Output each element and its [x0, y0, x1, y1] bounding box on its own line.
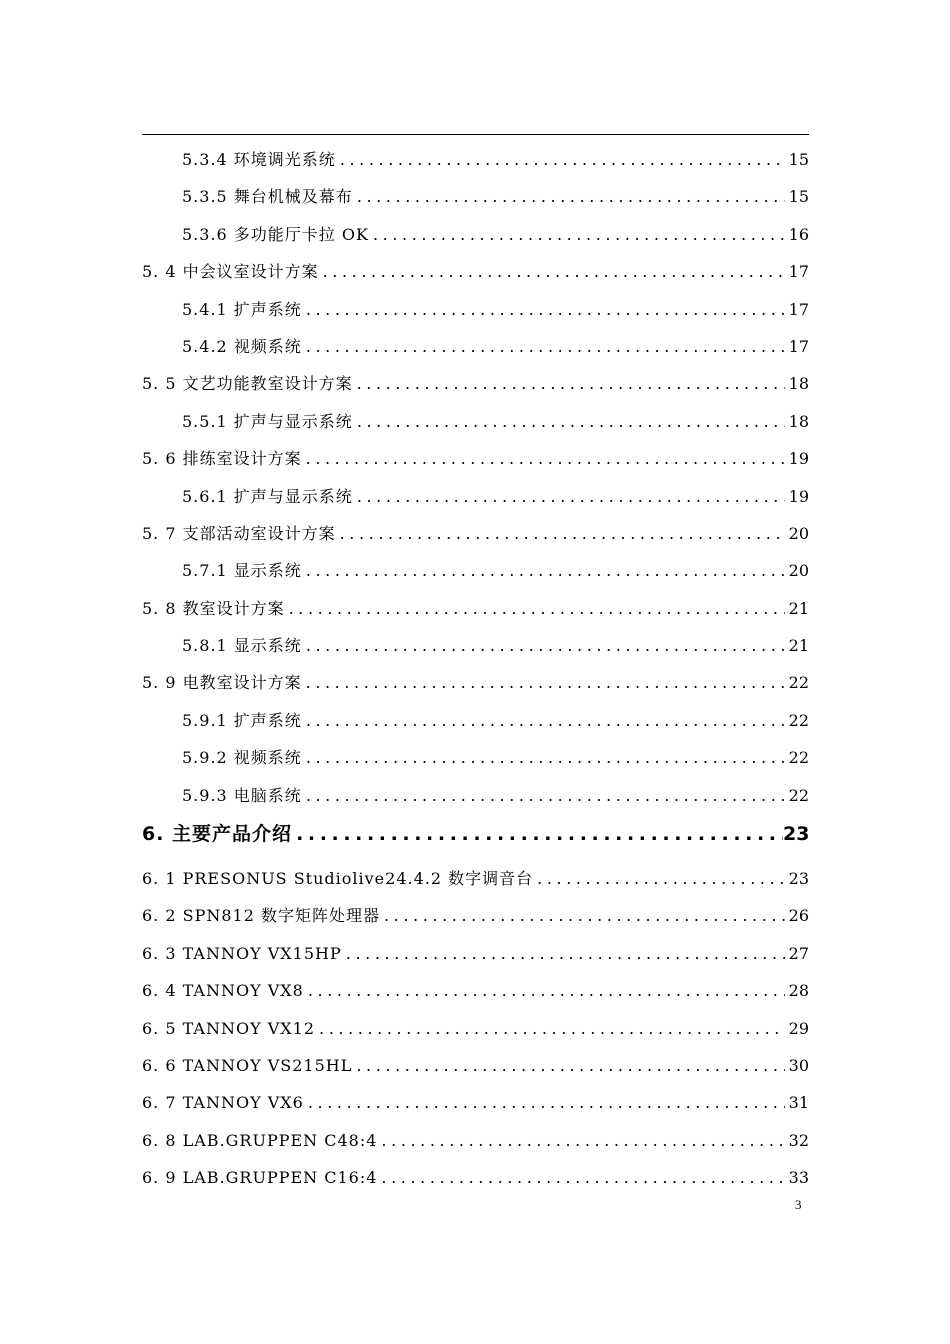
toc-entry-title: 5.3.4 环境调光系统: [182, 150, 336, 169]
toc-entry-page: 17: [788, 262, 809, 282]
toc-dot-leader: [342, 935, 785, 972]
toc-dot-leader: [302, 552, 785, 589]
toc-entry-page: 18: [788, 374, 809, 394]
toc-dot-leader: [302, 739, 785, 776]
toc-entry-title: 5. 4 中会议室设计方案: [142, 262, 319, 282]
toc-entry-title: 6. 2 SPN812 数字矩阵处理器: [142, 906, 380, 926]
toc-entry-title: 6. 5 TANNOY VX12: [142, 1018, 316, 1038]
toc-entry[interactable]: [142, 664, 809, 701]
toc-entry-title: 5.4.2 视频系统: [182, 336, 302, 356]
toc-dot-leader: [336, 515, 785, 552]
toc-entry-page: 16: [788, 224, 809, 244]
toc-dot-leader: [380, 897, 785, 934]
toc-dot-leader: [302, 664, 785, 701]
toc-dot-leader: [533, 860, 785, 897]
toc-entry[interactable]: [142, 365, 809, 402]
toc-entry[interactable]: [142, 860, 809, 897]
toc-dot-leader: [302, 440, 785, 477]
toc-entry-page: 21: [788, 636, 809, 656]
toc-entry[interactable]: [142, 627, 809, 664]
toc-entry-page: 22: [788, 673, 809, 693]
toc-entry-page: 31: [788, 1093, 809, 1113]
toc-entry-title: 6. 1 PRESONUS Studiolive24.4.2 数字调音台: [142, 869, 534, 889]
toc-entry-page: 30: [788, 1055, 809, 1075]
toc-entry[interactable]: [142, 1010, 809, 1047]
toc-entry-page: 23: [783, 823, 810, 846]
toc-dot-leader: [302, 777, 785, 814]
toc-dot-leader: [353, 478, 785, 515]
toc-entry-title: 6. 8 LAB.GRUPPEN C48:4: [142, 1130, 378, 1150]
toc-entry[interactable]: [142, 178, 809, 215]
toc-entry[interactable]: [142, 777, 809, 814]
toc-entry-page: 20: [788, 561, 809, 581]
toc-entry-title: 5.6.1 扩声与显示系统: [182, 486, 353, 506]
toc-entry-page: 17: [788, 299, 809, 319]
toc-entry-title: 5.3.6 多功能厅卡拉 OK: [182, 224, 369, 244]
toc-entry[interactable]: [142, 1047, 809, 1084]
toc-dot-leader: [304, 1084, 785, 1121]
toc-entry-page: 23: [788, 869, 809, 889]
toc-entry[interactable]: [142, 815, 809, 854]
toc-entry[interactable]: [142, 403, 809, 440]
toc-entry[interactable]: [142, 440, 809, 477]
toc-dot-leader: [353, 178, 785, 215]
toc-dot-leader: [292, 815, 783, 854]
toc-dot-leader: [302, 702, 785, 739]
toc-dot-leader: [319, 253, 785, 290]
toc-entry-page: 21: [788, 598, 809, 618]
toc-entry-title: 6. 4 TANNOY VX8: [142, 981, 304, 1001]
toc-entry-title: 5. 9 电教室设计方案: [142, 673, 302, 693]
toc-entry-title: 5. 7 支部活动室设计方案: [142, 523, 336, 543]
toc-entry[interactable]: [142, 291, 809, 328]
toc-dot-leader: [369, 216, 785, 253]
toc-entry[interactable]: [142, 590, 809, 627]
toc-entry-title: 5.4.1 扩声系统: [182, 299, 302, 319]
toc-entry-title: 5. 8 教室设计方案: [142, 598, 285, 618]
toc-dot-leader: [302, 328, 785, 365]
toc-entry-page: 15: [788, 187, 809, 207]
toc-entry-title: 6. 7 TANNOY VX6: [142, 1093, 304, 1113]
toc-entry[interactable]: [142, 1159, 809, 1196]
toc-entry-page: 18: [788, 411, 809, 431]
toc-entry-page: 20: [788, 523, 809, 543]
toc-entry[interactable]: [142, 935, 809, 972]
toc-entry[interactable]: [142, 216, 809, 253]
toc-entry-page: 29: [788, 1018, 809, 1038]
toc-entry[interactable]: [142, 1122, 809, 1159]
toc-dot-leader: [304, 972, 785, 1009]
toc-dot-leader: [353, 403, 785, 440]
toc-entry-title: 6. 6 TANNOY VS215HL: [142, 1055, 353, 1075]
toc-entry-title: 5.3.5 舞台机械及幕布: [182, 187, 353, 207]
toc-entry-page: 22: [788, 748, 809, 768]
toc-entry[interactable]: [142, 739, 809, 776]
toc-entry[interactable]: [142, 897, 809, 934]
toc-entry[interactable]: [142, 515, 809, 552]
toc-dot-leader: [315, 1010, 785, 1047]
toc-entry-title: 6. 3 TANNOY VX15HP: [142, 943, 342, 963]
toc-dot-leader: [377, 1122, 785, 1159]
toc-dot-leader: [352, 1047, 785, 1084]
toc-entry-title: 6. 9 LAB.GRUPPEN C16:4: [142, 1168, 378, 1188]
toc-entry-title: 5.9.1 扩声系统: [182, 710, 302, 730]
toc-entry[interactable]: [142, 328, 809, 365]
toc-dot-leader: [285, 590, 785, 627]
toc-dot-leader: [336, 141, 785, 178]
toc-entry-title: 5. 5 文艺功能教室设计方案: [142, 374, 353, 394]
toc-entry-page: 33: [788, 1168, 809, 1188]
toc-dot-leader: [377, 1159, 785, 1196]
table-of-contents: [142, 141, 809, 1197]
toc-entry-title: 5.7.1 显示系统: [182, 561, 302, 581]
toc-dot-leader: [353, 365, 785, 402]
toc-entry-title: 5.5.1 扩声与显示系统: [182, 411, 353, 431]
toc-entry[interactable]: [142, 141, 809, 178]
toc-entry-page: 17: [788, 336, 809, 356]
toc-entry-title: 5.9.3 电脑系统: [182, 785, 302, 805]
toc-entry-title: 5.8.1 显示系统: [182, 636, 302, 656]
toc-entry[interactable]: [142, 552, 809, 589]
toc-entry-page: 15: [788, 150, 809, 169]
toc-dot-leader: [302, 291, 785, 328]
toc-entry[interactable]: [142, 478, 809, 515]
toc-entry-page: 26: [788, 906, 809, 926]
toc-entry-title: 5.9.2 视频系统: [182, 748, 302, 768]
toc-dot-leader: [302, 627, 785, 664]
toc-entry-page: 22: [788, 710, 809, 730]
page-number: 3: [795, 1197, 802, 1212]
toc-entry[interactable]: [142, 972, 809, 1009]
toc-entry[interactable]: [142, 253, 809, 290]
toc-entry-page: 32: [788, 1130, 809, 1150]
toc-entry-page: 19: [788, 449, 809, 469]
toc-entry-page: 27: [788, 943, 809, 963]
toc-entry-page: 19: [788, 486, 809, 506]
toc-entry[interactable]: [142, 702, 809, 739]
toc-entry-page: 28: [788, 981, 809, 1001]
toc-entry-title: 5. 6 排练室设计方案: [142, 449, 302, 469]
toc-entry-page: 22: [788, 785, 809, 805]
header-rule: [142, 134, 809, 135]
toc-entry-title: 6. 主要产品介绍: [142, 823, 293, 846]
toc-entry[interactable]: [142, 1084, 809, 1121]
